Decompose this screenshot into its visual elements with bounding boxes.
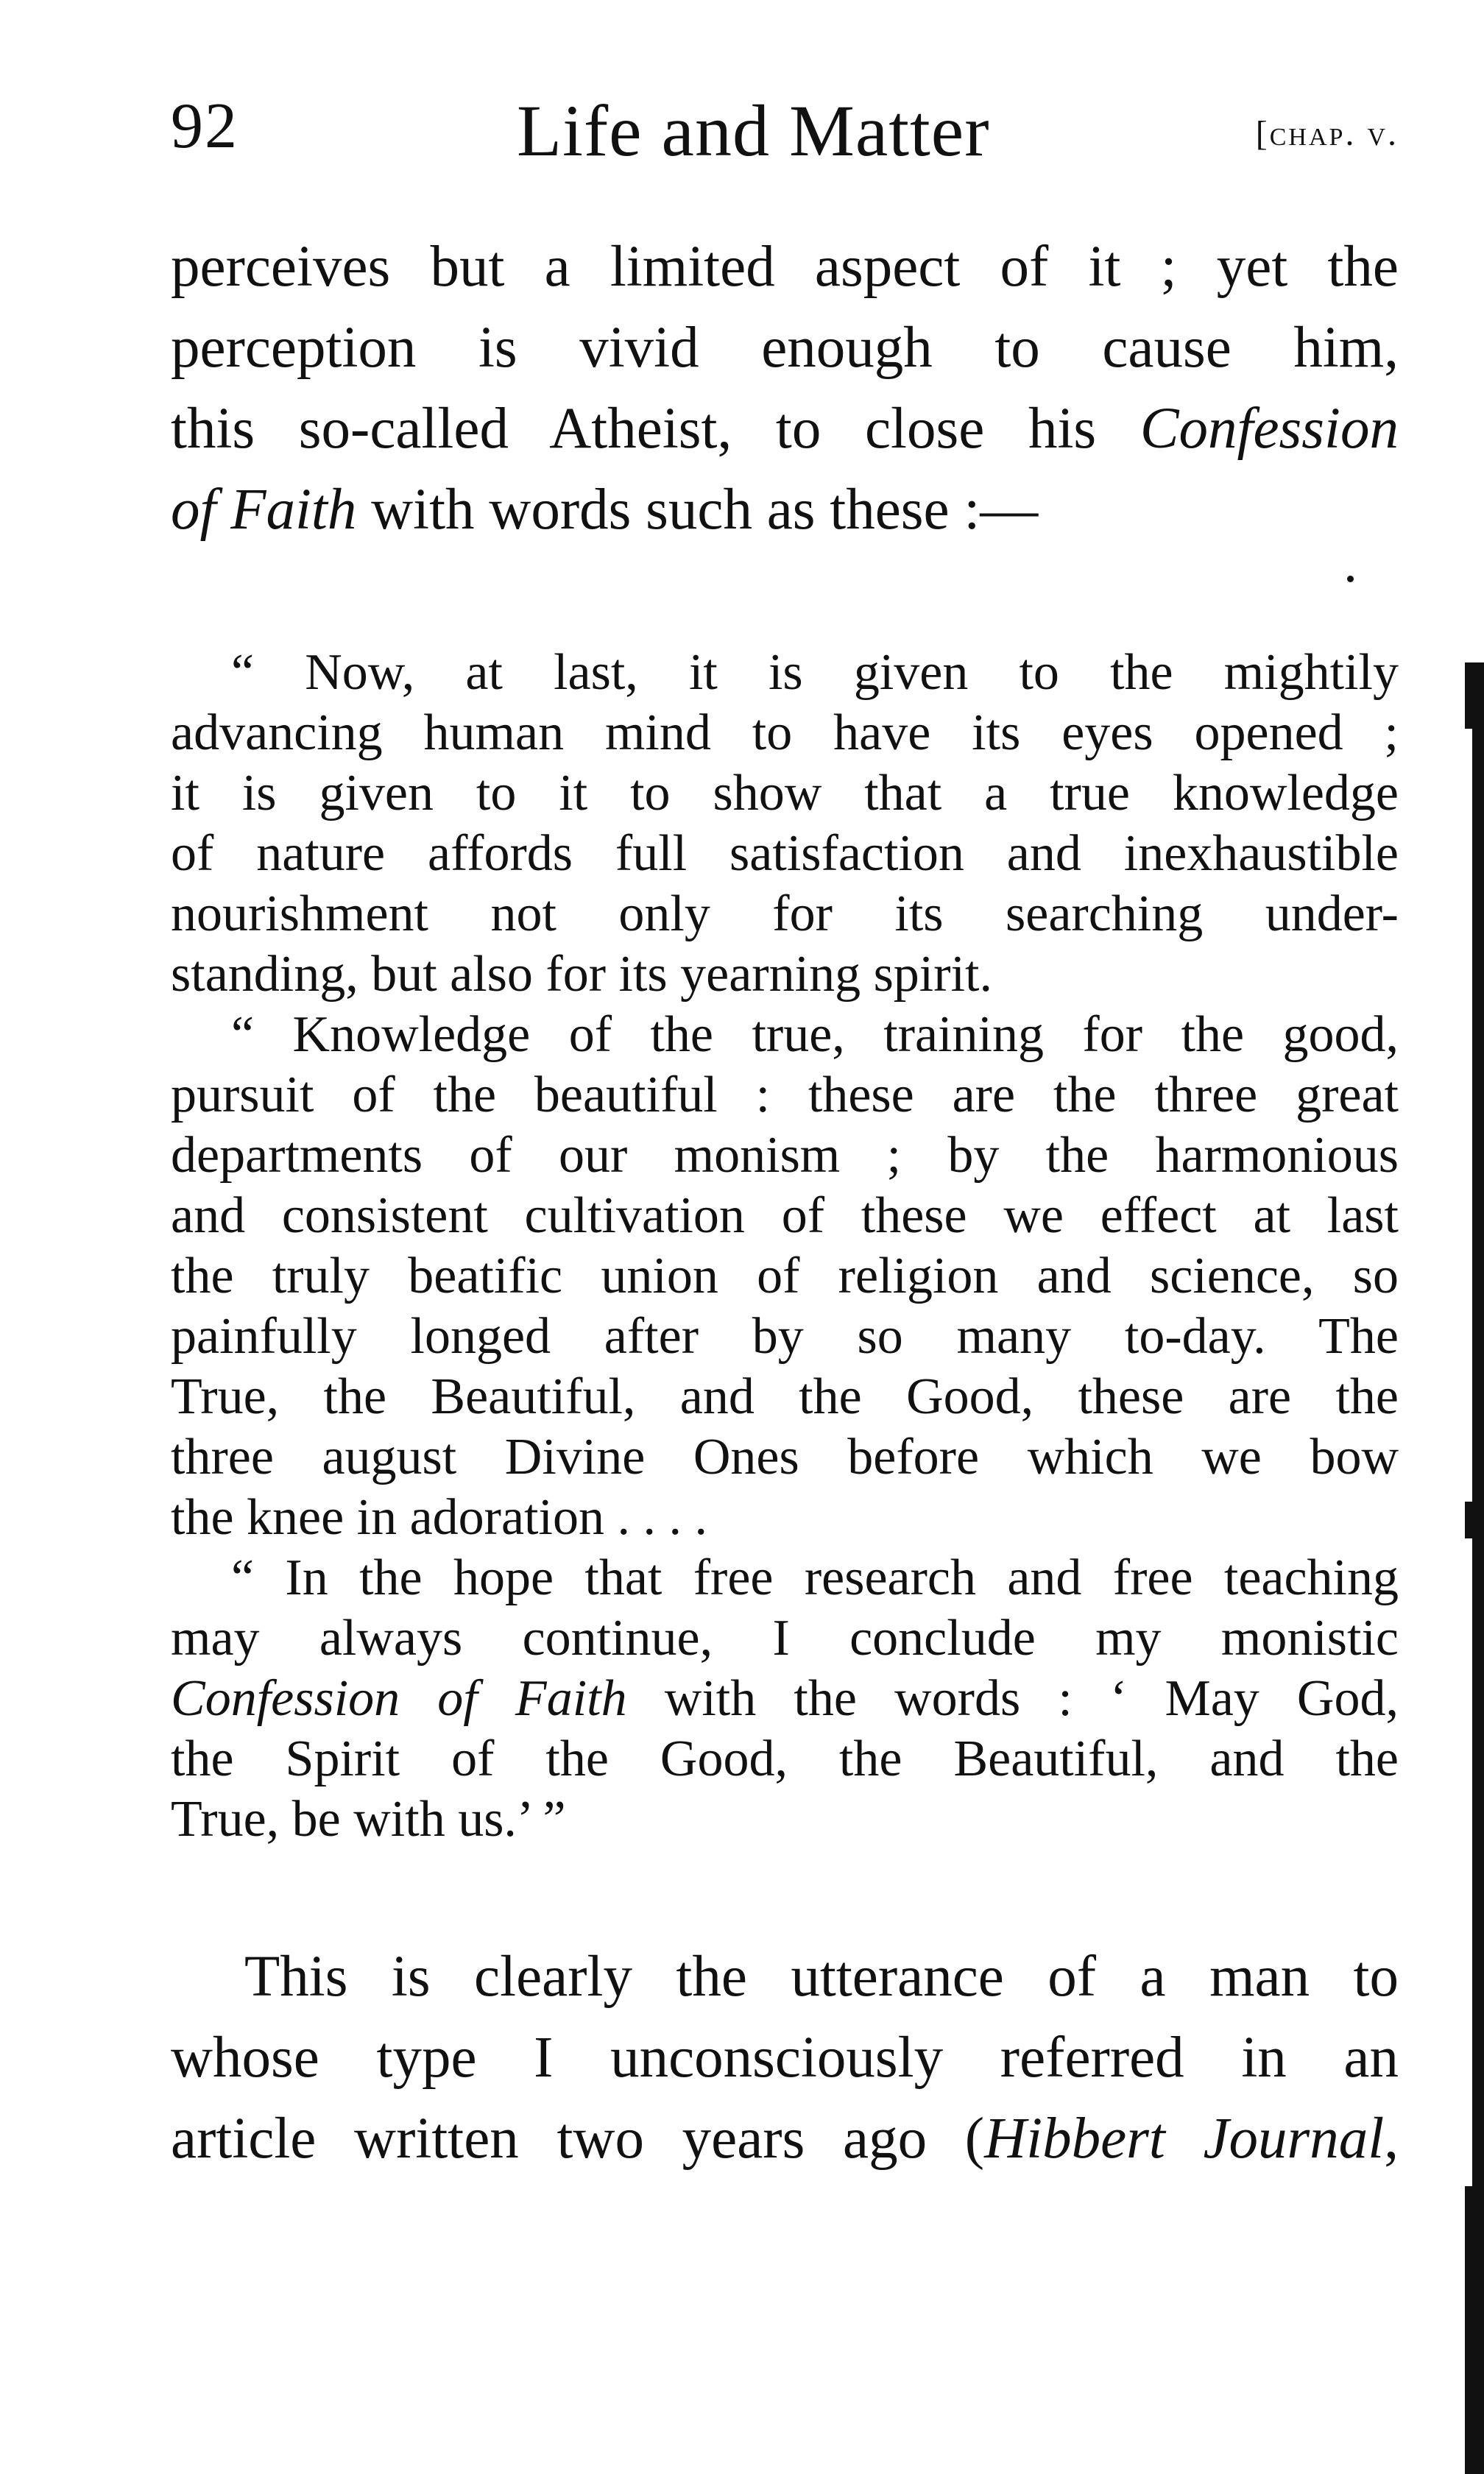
quote-line: may always continue, I conclude my monistic	[171, 1610, 1399, 1667]
quote-line: of nature affords full satisfaction and inexhaustible	[171, 825, 1399, 882]
quote-line: Confession of Faith with the words : ‘ May God,	[171, 1670, 1399, 1727]
quote-line: painfully longed after by so many to-day. The	[171, 1308, 1399, 1365]
page-edge-shadow	[1465, 662, 1484, 729]
running-title: Life and Matter	[517, 90, 990, 172]
text-line: article written two years ago (Hibbert Journal,	[171, 2107, 1399, 2171]
italic-title: of Faith	[171, 478, 357, 542]
quote-line: True, be with us.’ ”	[171, 1791, 566, 1848]
text-line: this so-called Atheist, to close his Confession	[171, 397, 1399, 461]
page-edge-shadow	[1465, 1502, 1484, 1538]
quote-line: standing, but also for its yearning spirit.	[171, 946, 992, 1003]
quote-line: “ Knowledge of the true, training for the good,	[231, 1006, 1399, 1063]
quote-line: departments of our monism ; by the harmonious	[171, 1127, 1399, 1184]
quote-line: “ In the hope that free research and free teaching	[231, 1549, 1399, 1606]
quote-line: the Spirit of the Good, the Beautiful, and the	[171, 1731, 1399, 1787]
quote-line: advancing human mind to have its eyes opened ;	[171, 704, 1399, 761]
running-header	[171, 87, 1399, 175]
quote-line: “ Now, at last, it is given to the mightily	[231, 644, 1399, 701]
text-line: This is clearly the utterance of a man to	[244, 1945, 1399, 2009]
page-number: 92	[171, 91, 239, 162]
quote-line: nourishment not only for its searching under-	[171, 886, 1399, 942]
text-line: perceives but a limited aspect of it ; yet the	[171, 235, 1399, 299]
text-line: whose type I unconsciously referred in an	[171, 2026, 1399, 2090]
quote-line: it is given to it to show that a true knowledge	[171, 765, 1399, 821]
page-edge-shadow	[1465, 2186, 1484, 2474]
italic-title: Confession	[1140, 397, 1399, 461]
quote-line: pursuit of the beautiful : these are the three great	[171, 1067, 1399, 1123]
chapter-reference: [chap. v.	[1255, 114, 1399, 153]
quote-line: True, the Beautiful, and the Good, these are the	[171, 1368, 1399, 1425]
italic-title: Confession of Faith	[171, 1670, 627, 1727]
stray-mark	[1347, 576, 1354, 582]
quote-line: three august Divine Ones before which we bow	[171, 1429, 1399, 1485]
quote-line: the truly beatific union of religion and science, so	[171, 1248, 1399, 1304]
italic-title: Hibbert Journal	[984, 2107, 1385, 2171]
text-line: of Faith with words such as these :—	[171, 478, 1039, 542]
text-line: perception is vivid enough to cause him,	[171, 316, 1399, 380]
quote-line: and consistent cultivation of these we effect at last	[171, 1187, 1399, 1244]
quote-line: the knee in adoration . . . .	[171, 1489, 707, 1546]
